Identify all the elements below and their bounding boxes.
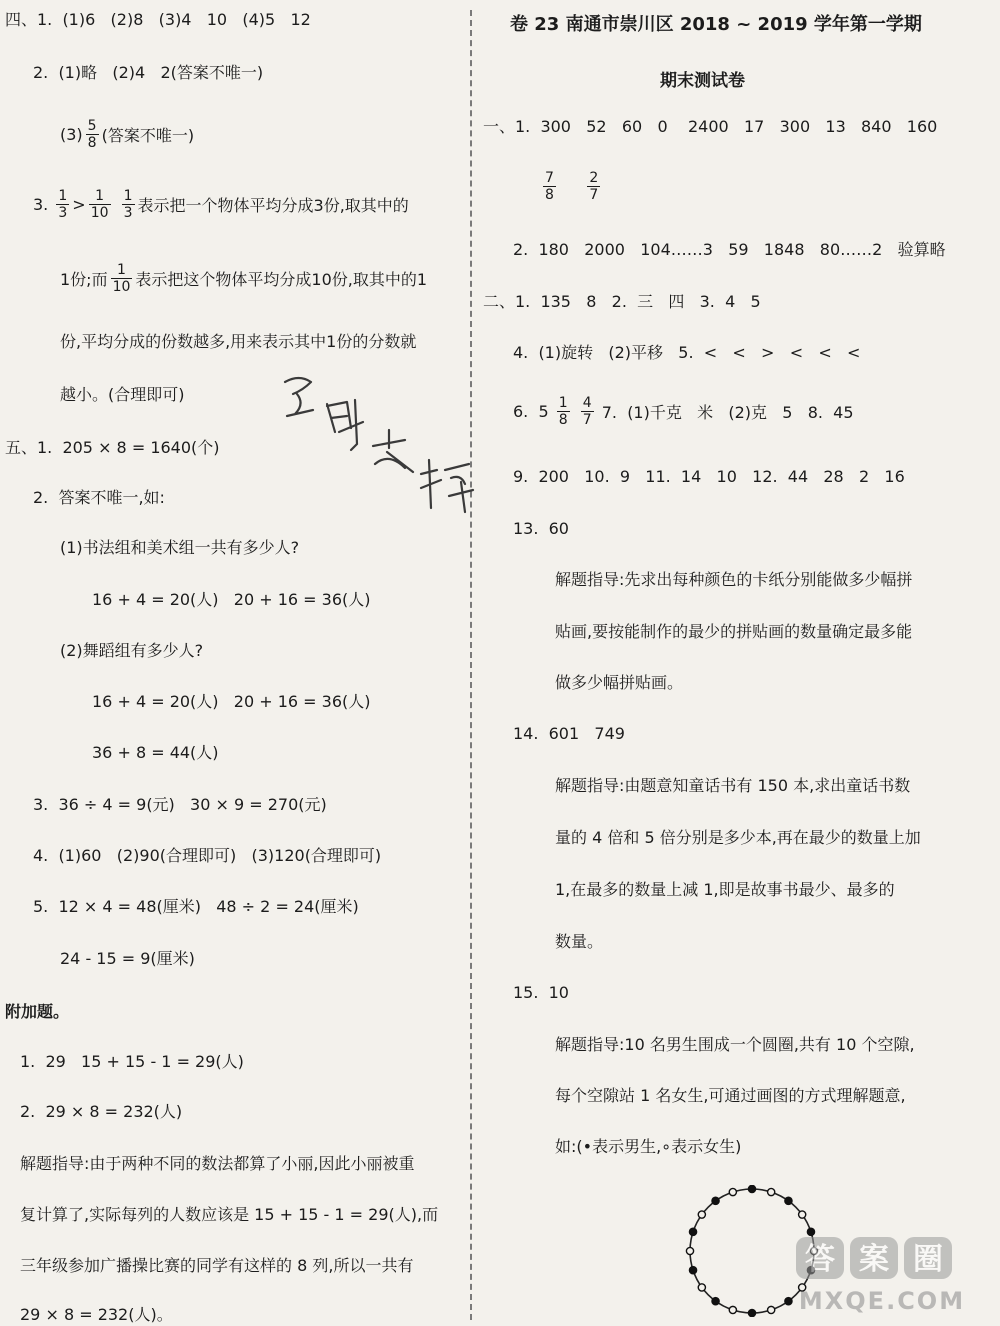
girl-dot <box>768 1306 775 1313</box>
section4-q3-line2: 1份;而 $\frac{1}{10}$ 表示把这个物体平均分成10份,取其中的1 <box>60 262 428 295</box>
fraction: $\frac{4}{7}$ <box>582 395 592 428</box>
boy-dot <box>689 1228 696 1235</box>
part2-q9-12: 9. 200 10. 9 11. 14 10 12. 44 28 2 16 <box>513 467 905 486</box>
extra-guide-line3: 三年级参加广播操比赛的同学有这样的 8 列,所以一共有 <box>20 1256 414 1275</box>
fraction: $\frac{1}{10}$ <box>112 262 131 295</box>
part1-q1-fractions <box>540 170 603 203</box>
part2-q14: 14. 601 749 <box>513 724 625 743</box>
part1-q2: 2. 180 2000 104……3 59 1848 80……2 验算略 <box>513 240 946 259</box>
extra-guide-line1: 解题指导:由于两种不同的数法都算了小丽,因此小丽被重 <box>20 1154 415 1173</box>
part1-q1: 一、1. 300 52 60 0 2400 17 300 13 840 160 <box>483 117 938 136</box>
svg-text:MXQE.COM: MXQE.COM <box>798 1287 966 1315</box>
part2-q6-8: 6. 5 $\frac{1}{8}$ $\frac{4}{7}$ 7. (1)千克 米 (2)克 5 8. 45 <box>513 395 854 428</box>
exam-title: 卷 23 南通市崇川区 2018 ~ 2019 学年第一学期 <box>510 14 922 35</box>
section5-q2-question2: (2)舞蹈组有多少人? <box>60 641 204 660</box>
section5-q2-answer3: 36 + 8 = 44(人) <box>92 743 219 762</box>
section4-q3-line3: 份,平均分成的份数越多,用来表示其中1份的分数就 <box>60 332 417 351</box>
section5-q5-line2: 24 - 15 = 9(厘米) <box>60 949 195 968</box>
girl-dot <box>729 1188 736 1195</box>
fraction: $\frac{1}{10}$ <box>90 188 109 221</box>
boy-dot <box>785 1197 792 1204</box>
section5-q2-answer2: 16 + 4 = 20(人) 20 + 16 = 36(人) <box>92 692 371 711</box>
boy-dot <box>712 1298 719 1305</box>
extra-guide-line2: 复计算了,实际每列的人数应该是 15 + 15 - 1 = 29(人),而 <box>20 1205 439 1224</box>
boy-dot <box>689 1267 696 1274</box>
q15-guide-line3: 如:(•表示男生,∘表示女生) <box>555 1137 742 1156</box>
girl-dot <box>768 1188 775 1195</box>
boy-dot <box>712 1197 719 1204</box>
q14-guide-line3: 1,在最多的数量上减 1,即是故事书最少、最多的 <box>555 880 895 899</box>
section4-q2: 2. (1)略 (2)4 2(答案不唯一) <box>33 63 264 82</box>
part2-q1-3: 二、1. 135 8 2. 三 四 3. 4 5 <box>483 292 761 311</box>
girl-dot <box>698 1284 705 1291</box>
boy-dot <box>748 1309 755 1316</box>
svg-text:案: 案 <box>859 1242 889 1277</box>
section5-q2: 2. 答案不唯一,如: <box>33 488 165 507</box>
q13-guide-line1: 解题指导:先求出每种颜色的卡纸分别能做多少幅拼 <box>555 570 913 589</box>
q14-guide-line4: 数量。 <box>555 932 604 951</box>
svg-text:答: 答 <box>805 1242 835 1277</box>
fraction: $\frac{5}{8}$ <box>87 118 97 151</box>
section5-q1: 五、1. 205 × 8 = 1640(个) <box>5 438 220 457</box>
part2-q15: 15. 10 <box>513 983 569 1002</box>
section5-q2-question1: (1)书法组和美术组一共有多少人? <box>60 538 300 557</box>
section5-q3: 3. 36 ÷ 4 = 9(元) 30 × 9 = 270(元) <box>33 795 327 814</box>
part2-q4-5: 4. (1)旋转 (2)平移 5. < < > < < < <box>513 343 861 362</box>
fraction: $\frac{1}{8}$ <box>558 395 568 428</box>
fraction: $\frac{1}{3}$ <box>123 188 133 221</box>
q14-guide-line1: 解题指导:由题意知童话书有 150 本,求出童话书数 <box>555 776 911 795</box>
section4-q3-line4: 越小。(合理即可) <box>60 385 185 404</box>
section5-q5: 5. 12 × 4 = 48(厘米) 48 ÷ 2 = 24(厘米) <box>33 897 359 916</box>
section4-q1: 四、1. (1)6 (2)8 (3)4 10 (4)5 12 <box>5 10 311 29</box>
girl-dot <box>686 1247 693 1254</box>
fraction: $\frac{1}{3}$ <box>58 188 68 221</box>
q13-guide-line2: 贴画,要按能制作的最少的拼贴画的数量确定最多能 <box>555 622 913 641</box>
q14-guide-line2: 量的 4 倍和 5 倍分别是多少本,再在最少的数量上加 <box>555 828 921 847</box>
q13-guide-line3: 做多少幅拼贴画。 <box>555 673 684 692</box>
boy-dot <box>748 1185 755 1192</box>
q15-guide-line1: 解题指导:10 名男生围成一个圆圈,共有 10 个空隙, <box>555 1035 915 1054</box>
fraction: $\frac{2}{7}$ <box>589 170 599 203</box>
girl-dot <box>698 1211 705 1218</box>
extra-q2: 2. 29 × 8 = 232(人) <box>20 1102 183 1121</box>
boy-dot <box>785 1298 792 1305</box>
watermark-logo <box>792 1233 982 1317</box>
handwritten-scribble <box>265 360 495 530</box>
girl-dot <box>729 1306 736 1313</box>
section4-q2-3: (3) $\frac{5}{8}$ (答案不唯一) <box>60 118 195 151</box>
part2-q13: 13. 60 <box>513 519 569 538</box>
svg-text:圈: 圈 <box>913 1242 943 1277</box>
extra-q1: 1. 29 15 + 15 - 1 = 29(人) <box>20 1052 244 1071</box>
exam-subtitle: 期末测试卷 <box>660 71 745 91</box>
extra-title: 附加题。 <box>5 1002 70 1021</box>
extra-guide-line4: 29 × 8 = 232(人)。 <box>20 1305 173 1324</box>
section5-q4: 4. (1)60 (2)90(合理即可) (3)120(合理即可) <box>33 846 382 865</box>
fraction: $\frac{7}{8}$ <box>545 170 554 203</box>
section5-q2-answer1: 16 + 4 = 20(人) 20 + 16 = 36(人) <box>92 590 371 609</box>
column-divider <box>470 10 472 1320</box>
girl-dot <box>799 1211 806 1218</box>
section4-q3: 3. $\frac{1}{3}$ > $\frac{1}{10}$ $\frac{1}{3}$ 表示把一个物体平均分成3份,取其中的 <box>33 188 409 221</box>
q15-guide-line2: 每个空隙站 1 名女生,可通过画图的方式理解题意, <box>555 1086 906 1105</box>
